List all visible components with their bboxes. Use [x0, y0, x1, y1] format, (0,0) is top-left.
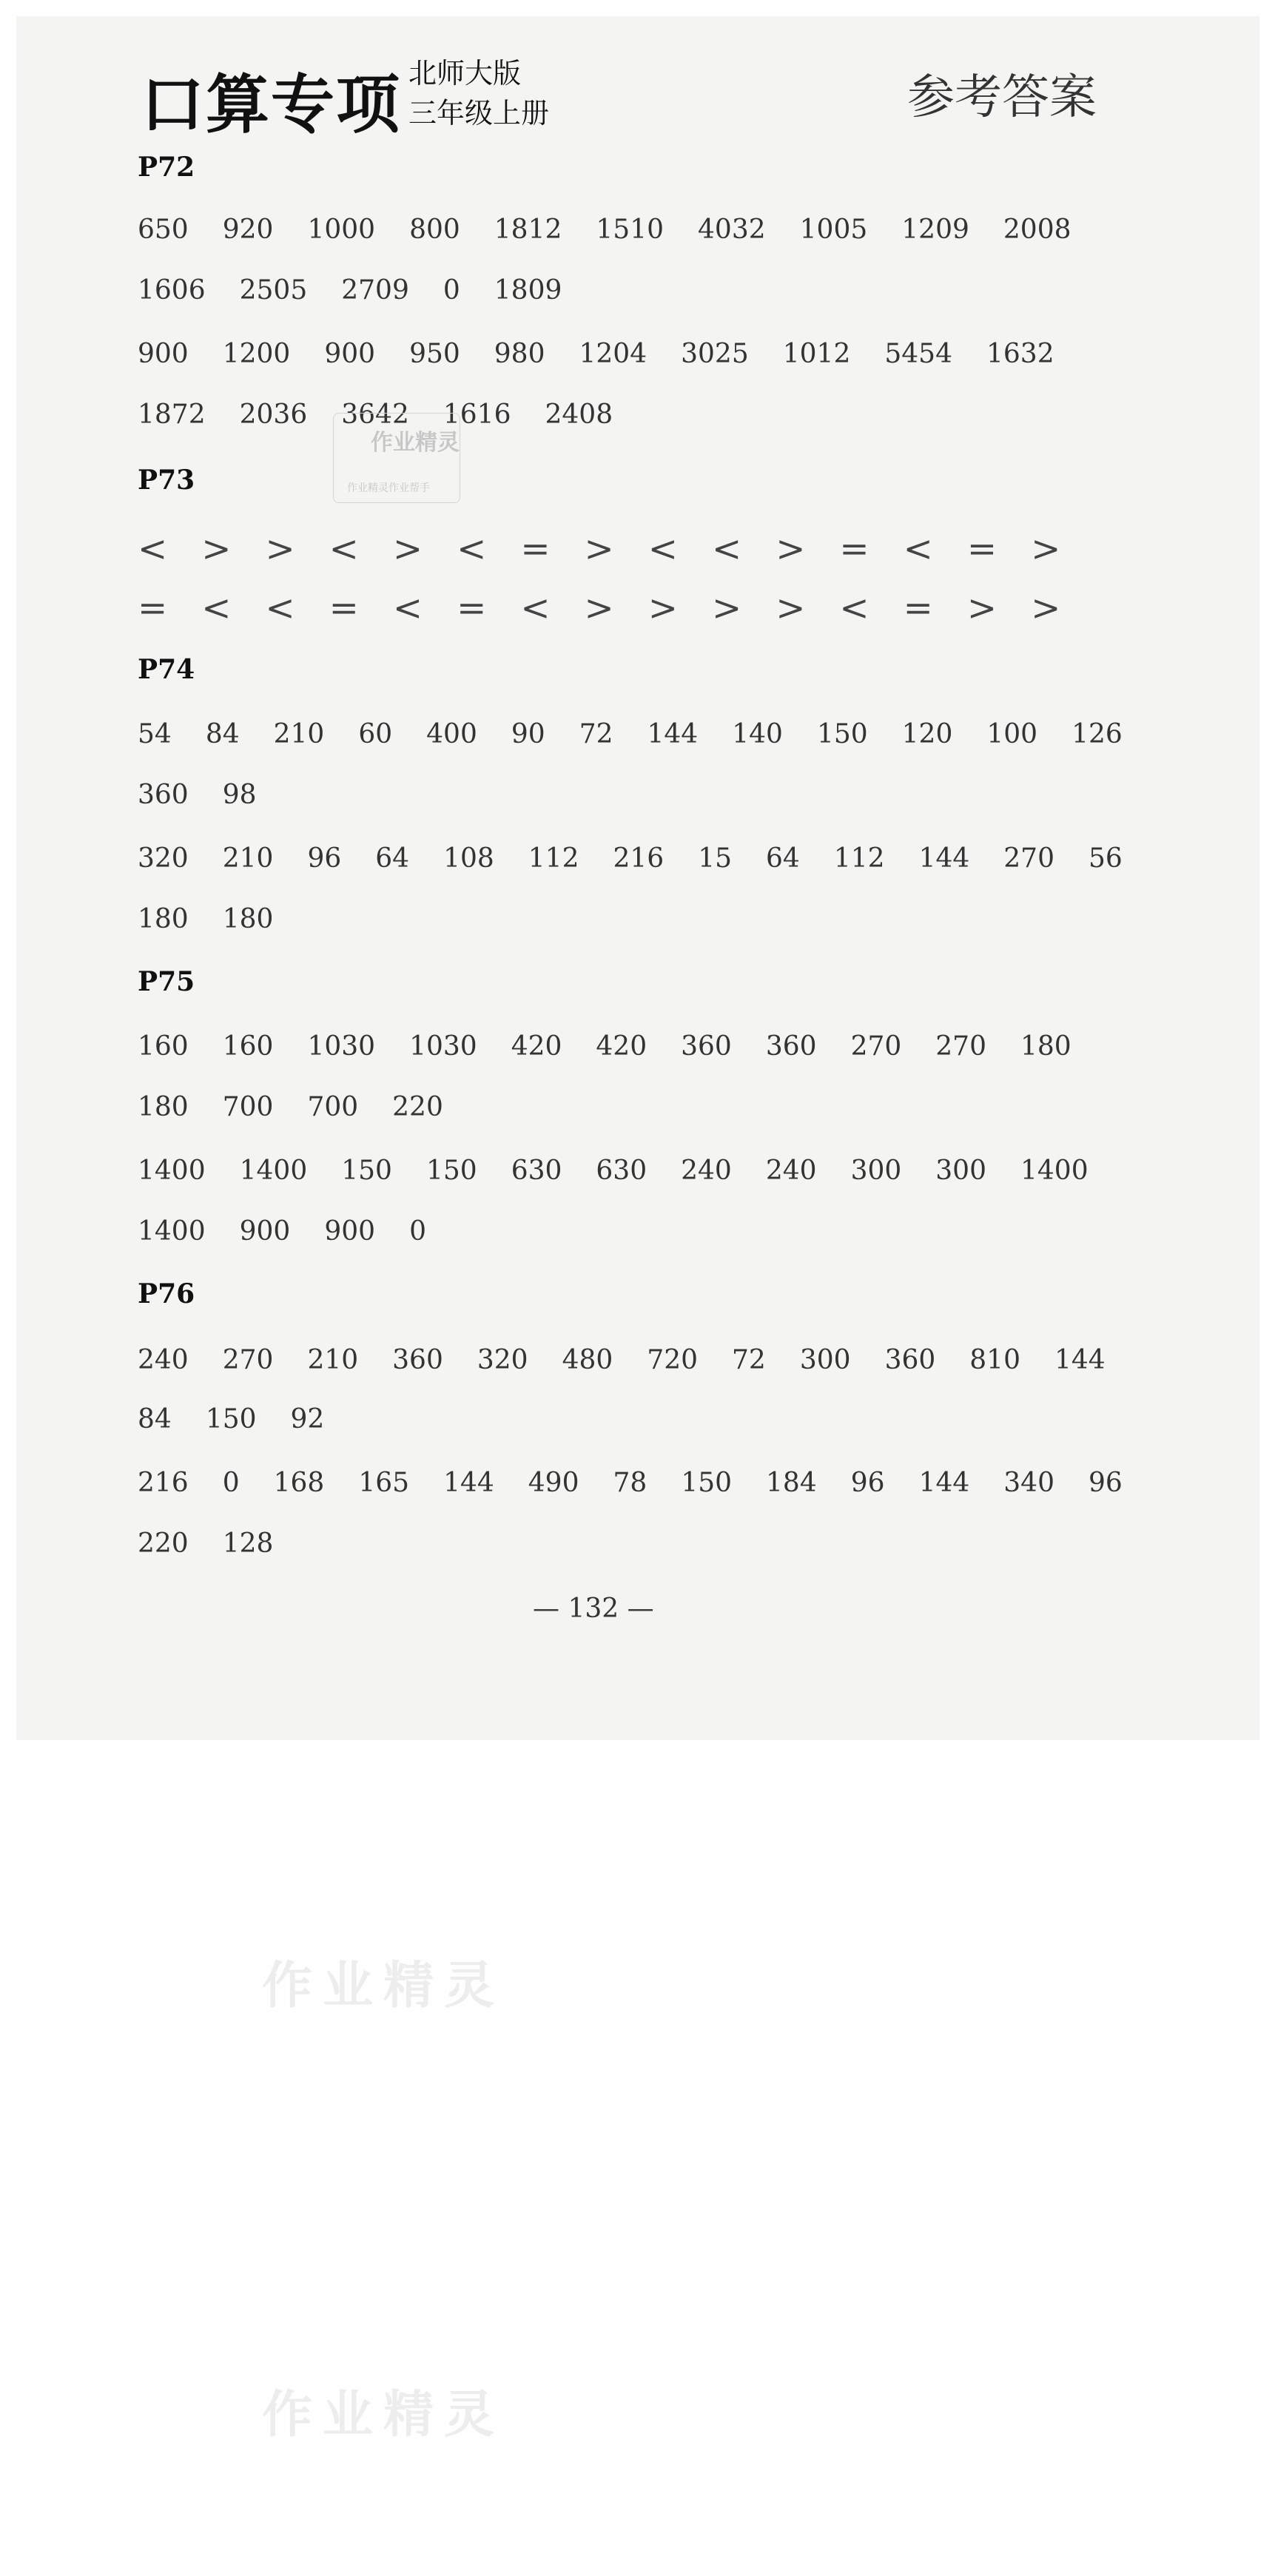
- answer-value: 100: [986, 719, 1038, 749]
- answer-value: 700: [307, 1092, 359, 1122]
- answer-value: 60: [358, 719, 393, 749]
- answer-value: =: [839, 528, 869, 570]
- answer-value: 216: [613, 843, 665, 874]
- answer-value: 300: [799, 1345, 851, 1375]
- answer-value: >: [1031, 528, 1061, 570]
- answer-value: >: [584, 528, 614, 570]
- answer-value: 360: [765, 1031, 817, 1062]
- answer-value: 150: [816, 719, 868, 749]
- answer-value: 220: [392, 1092, 443, 1122]
- watermark-stamp-subtext: 作业精灵作业帮手: [347, 482, 430, 494]
- answer-value: 3642: [341, 399, 409, 430]
- answer-value: =: [903, 587, 933, 629]
- answer-value: 112: [528, 843, 579, 874]
- answer-value: 2505: [239, 275, 308, 306]
- answer-value: <: [138, 528, 168, 570]
- answer-value: =: [520, 528, 551, 570]
- answer-value: 56: [1089, 843, 1123, 874]
- answer-value: 210: [307, 1345, 359, 1375]
- answer-value: 96: [850, 1468, 885, 1498]
- answer-value: 800: [409, 215, 460, 245]
- section-label: P76: [138, 1278, 195, 1309]
- answer-row: [138, 1528, 307, 1559]
- answer-value: 270: [850, 1031, 902, 1062]
- answer-row: [138, 275, 596, 306]
- answer-value: 220: [138, 1528, 189, 1559]
- answer-value: 92: [290, 1404, 325, 1434]
- edition-label: 北师大版: [408, 57, 522, 90]
- answer-row: [138, 1345, 1140, 1375]
- answer-value: <: [457, 528, 487, 570]
- answer-value: <: [329, 528, 359, 570]
- answer-value: 96: [307, 843, 342, 874]
- answer-value: 144: [647, 719, 699, 749]
- answer-value: 165: [358, 1468, 410, 1498]
- answer-value: 240: [138, 1345, 189, 1375]
- answer-value: 360: [392, 1345, 443, 1375]
- answer-row: [138, 1031, 1106, 1062]
- answer-value: >: [584, 587, 614, 629]
- answer-value: 1400: [1020, 1156, 1089, 1186]
- answer-value: 920: [222, 215, 274, 245]
- answer-value: 420: [596, 1031, 647, 1062]
- answer-value: >: [776, 528, 806, 570]
- answer-row: [138, 1404, 358, 1434]
- answer-value: 1400: [138, 1156, 206, 1186]
- answer-value: 144: [918, 843, 970, 874]
- answer-value: 1510: [596, 215, 665, 245]
- answer-value: =: [138, 587, 168, 629]
- answer-value: =: [457, 587, 487, 629]
- answer-value: 64: [375, 843, 410, 874]
- answer-value: 360: [884, 1345, 936, 1375]
- answer-value: 15: [698, 843, 733, 874]
- answer-value: 5454: [884, 339, 952, 369]
- answer-value: >: [647, 587, 678, 629]
- watermark-stamp-text: 作业精灵: [371, 430, 460, 456]
- answer-value: <: [839, 587, 869, 629]
- answer-value: 1200: [222, 339, 291, 369]
- answer-value: 160: [138, 1031, 189, 1062]
- answer-value: 340: [1003, 1468, 1054, 1498]
- answer-value: 240: [765, 1156, 817, 1186]
- answer-value: 720: [647, 1345, 699, 1375]
- answer-value: 168: [273, 1468, 325, 1498]
- answer-value: 1812: [494, 215, 562, 245]
- answer-value: 126: [1072, 719, 1123, 749]
- answer-value: 1400: [239, 1156, 308, 1186]
- answer-value: 320: [477, 1345, 528, 1375]
- watermark-text: 作业精灵: [262, 1957, 505, 2015]
- answer-value: 480: [562, 1345, 613, 1375]
- answer-value: 360: [138, 780, 189, 810]
- answer-value: >: [966, 587, 998, 629]
- answer-value: =: [329, 587, 359, 629]
- answer-value: 140: [732, 719, 783, 749]
- answer-value: 180: [138, 1092, 189, 1122]
- answer-value: >: [776, 587, 806, 629]
- answer-value: 490: [528, 1468, 579, 1498]
- answer-value: 1012: [782, 339, 851, 369]
- answer-value: 650: [138, 215, 189, 245]
- answer-value: 1616: [443, 399, 511, 430]
- answer-value: 160: [222, 1031, 274, 1062]
- answer-value: >: [711, 587, 742, 629]
- answer-value: 78: [613, 1468, 647, 1498]
- answer-value: 144: [918, 1468, 970, 1498]
- answer-value: 84: [138, 1404, 172, 1434]
- answer-value: 1400: [138, 1216, 206, 1247]
- answer-value: 150: [205, 1404, 257, 1434]
- answer-value: 98: [222, 780, 257, 810]
- answer-value: 90: [511, 719, 545, 749]
- answer-value: 420: [511, 1031, 562, 1062]
- answer-value: 1204: [579, 339, 647, 369]
- answer-value: 900: [138, 339, 189, 369]
- answer-row: [138, 1216, 460, 1247]
- answer-value: 900: [324, 1216, 376, 1247]
- answer-value: 128: [222, 1528, 274, 1559]
- answer-value: <: [265, 587, 295, 629]
- answer-value: 1632: [986, 339, 1054, 369]
- answer-value: 144: [443, 1468, 494, 1498]
- answer-value: >: [201, 528, 232, 570]
- answer-row: [138, 528, 1094, 570]
- answer-value: 150: [681, 1468, 733, 1498]
- answer-value: 150: [425, 1156, 477, 1186]
- answer-value: 270: [222, 1345, 274, 1375]
- answer-value: 72: [579, 719, 613, 749]
- answer-value: 1809: [494, 275, 562, 306]
- answer-value: <: [201, 587, 232, 629]
- answer-value: 980: [494, 339, 545, 369]
- answer-row: [138, 843, 1157, 874]
- answer-value: 300: [935, 1156, 986, 1186]
- answer-value: 108: [443, 843, 494, 874]
- answer-value: 216: [138, 1468, 189, 1498]
- answer-value: 1606: [138, 275, 206, 306]
- answer-value: 900: [239, 1216, 291, 1247]
- answer-value: 1030: [409, 1031, 477, 1062]
- answer-value: 400: [426, 719, 477, 749]
- answer-value: 64: [766, 843, 800, 874]
- answer-row: [138, 339, 1089, 369]
- answer-value: 84: [205, 719, 240, 749]
- answer-row: [138, 1468, 1157, 1498]
- section-label: P73: [138, 465, 195, 496]
- answer-value: 810: [969, 1345, 1020, 1375]
- answer-value: 900: [324, 339, 376, 369]
- answer-value: 700: [222, 1092, 274, 1122]
- answer-value: 1209: [901, 215, 969, 245]
- section-label: P72: [138, 152, 195, 183]
- answer-row: [138, 215, 1106, 245]
- answer-value: 210: [273, 719, 325, 749]
- answer-row: [138, 904, 307, 934]
- answer-value: 210: [222, 843, 274, 874]
- answer-value: 184: [766, 1468, 817, 1498]
- answer-value: 1030: [307, 1031, 376, 1062]
- answer-row: [138, 1092, 477, 1122]
- answer-value: 630: [596, 1156, 647, 1186]
- answer-value: =: [966, 528, 998, 570]
- answer-value: 54: [138, 719, 172, 749]
- answer-value: 320: [138, 843, 189, 874]
- section-label: P75: [138, 966, 195, 997]
- answer-value: >: [392, 528, 423, 570]
- answer-value: 4032: [698, 215, 766, 245]
- answer-value: >: [1031, 587, 1061, 629]
- answer-value: 180: [222, 904, 274, 934]
- answer-value: 1000: [307, 215, 376, 245]
- page-number: — 132 —: [533, 1594, 654, 1624]
- book-title: 口算专项: [141, 68, 401, 142]
- answer-value: <: [392, 587, 423, 629]
- watermark-text: 作业精灵: [262, 2386, 505, 2444]
- answer-value: <: [903, 528, 933, 570]
- section-label: P74: [138, 654, 195, 685]
- answer-value: 0: [409, 1216, 426, 1247]
- answer-row: [138, 719, 1157, 749]
- answer-value: 2008: [1003, 215, 1072, 245]
- answer-value: 150: [341, 1156, 392, 1186]
- answer-value: 1005: [799, 215, 868, 245]
- answer-value: 300: [850, 1156, 902, 1186]
- answer-value: 180: [138, 904, 189, 934]
- answer-row: [138, 780, 291, 810]
- answer-value: 2036: [239, 399, 308, 430]
- answer-value: 270: [1003, 843, 1054, 874]
- answer-value: 96: [1089, 1468, 1123, 1498]
- answer-value: 112: [833, 843, 885, 874]
- answer-value: <: [711, 528, 742, 570]
- answer-row: [138, 587, 1094, 629]
- answer-value: 120: [901, 719, 953, 749]
- answer-value: 2408: [545, 399, 613, 430]
- answer-value: <: [647, 528, 678, 570]
- answer-value: 1872: [138, 399, 206, 430]
- answer-key-title: 参考答案: [907, 70, 1097, 125]
- answer-value: 360: [681, 1031, 732, 1062]
- grade-label: 三年级上册: [408, 97, 550, 129]
- answer-value: 180: [1020, 1031, 1072, 1062]
- answer-value: 270: [935, 1031, 986, 1062]
- answer-value: <: [520, 587, 551, 629]
- answer-value: 2709: [341, 275, 409, 306]
- answer-value: 240: [681, 1156, 732, 1186]
- answer-value: 144: [1054, 1345, 1106, 1375]
- answer-value: >: [265, 528, 295, 570]
- answer-value: 0: [443, 275, 460, 306]
- answer-value: 630: [511, 1156, 562, 1186]
- answer-value: 0: [222, 1468, 240, 1498]
- watermark-stamp: [333, 413, 460, 503]
- answer-row: [138, 1156, 1123, 1186]
- answer-value: 72: [732, 1345, 766, 1375]
- answer-value: 950: [409, 339, 460, 369]
- answer-value: 3025: [681, 339, 749, 369]
